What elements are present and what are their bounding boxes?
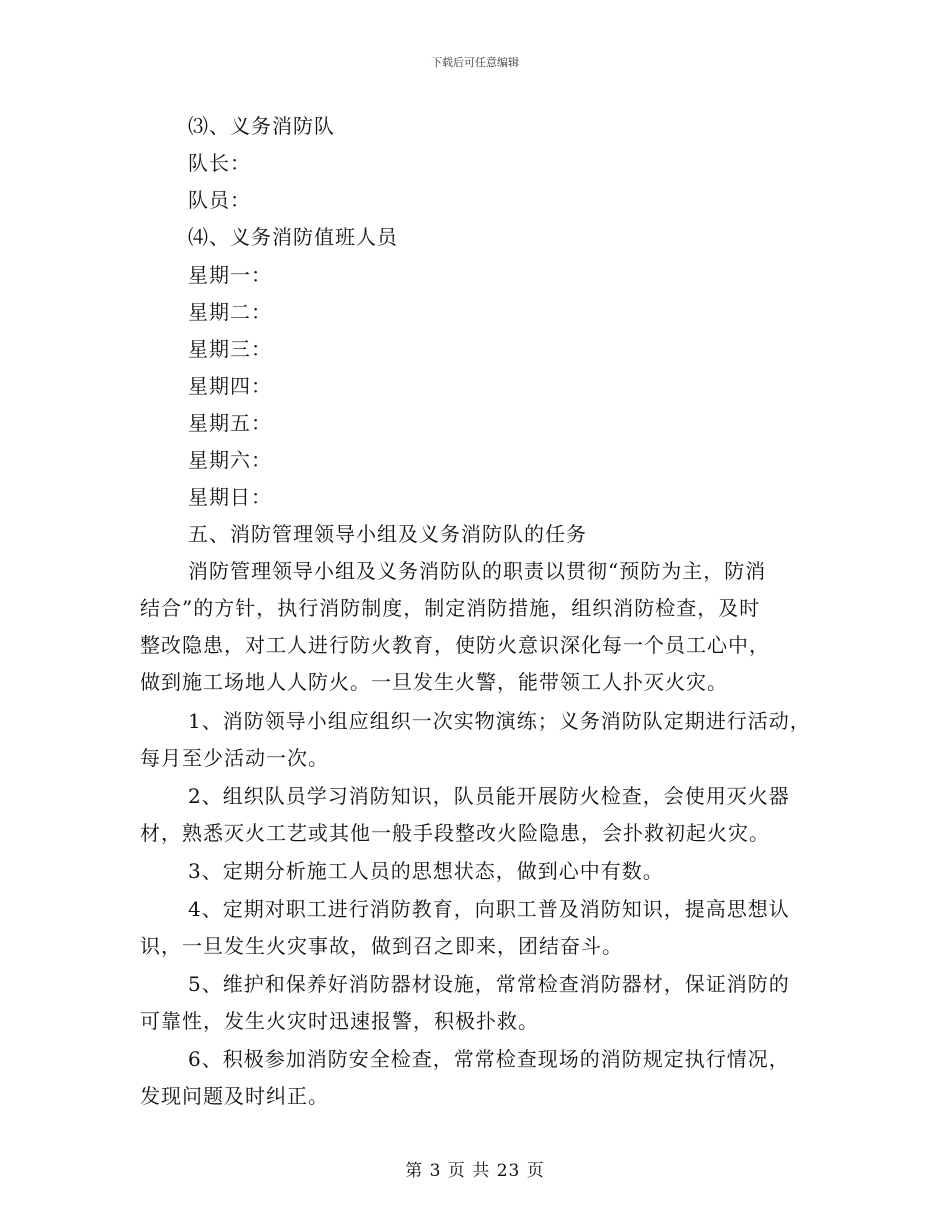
task-item-line: 每月至少活动一次。 <box>140 746 329 770</box>
section-heading: 五、消防管理领导小组及义务消防队的任务 <box>188 522 587 546</box>
day-label: 星期三： <box>188 337 272 361</box>
day-label: 星期六： <box>188 448 272 472</box>
task-item-line: 发现问题及时纠正。 <box>140 1084 329 1108</box>
team-title: ⑶、义务消防队 <box>188 114 335 138</box>
leader-label: 队长： <box>188 151 251 175</box>
task-item-line: 5、维护和保养好消防器材设施，常常检查消防器材，保证消防的 <box>188 972 790 996</box>
task-item-line: 识，一旦发生火灾事故，做到召之即来，团结奋斗。 <box>140 934 623 958</box>
member-label: 队员： <box>188 188 251 212</box>
task-item-line: 3、定期分析施工人员的思想状态，做到心中有数。 <box>188 859 664 883</box>
task-item-line: 4、定期对职工进行消防教育，向职工普及消防知识，提高思想认 <box>188 897 790 921</box>
task-item-line: 2、组织队员学习消防知识，队员能开展防火检查，会使用灭火器 <box>188 784 790 808</box>
intro-line: 结合”的方针，执行消防制度，制定消防措施，组织消防检查，及时 <box>140 596 761 620</box>
task-item-line: 1、消防领导小组应组织一次实物演练；义务消防队定期进行活动， <box>188 709 811 733</box>
intro-line: 整改隐患，对工人进行防火教育，使防火意识深化每一个员工心中， <box>140 633 770 657</box>
page-header-note: 下载后可任意编辑 <box>431 56 519 69</box>
task-item-line: 可靠性，发生火灾时迅速报警，积极扑救。 <box>140 1009 539 1033</box>
task-item-line: 6、积极参加消防安全检查，常常检查现场的消防规定执行情况， <box>188 1047 790 1071</box>
task-item-line: 材，熟悉灭火工艺或其他一般手段整改火险隐患，会扑救初起火灾。 <box>140 821 770 845</box>
day-label: 星期日： <box>188 485 272 509</box>
day-label: 星期二： <box>188 300 272 324</box>
day-label: 星期一： <box>188 263 272 287</box>
day-label: 星期五： <box>188 411 272 435</box>
intro-line: 消防管理领导小组及义务消防队的职责以贯彻“预防为主，防消 <box>188 559 767 583</box>
duty-title: ⑷、义务消防值班人员 <box>188 225 398 249</box>
intro-line: 做到施工场地人人防火。一旦发生火警，能带领工人扑灭火灾。 <box>140 670 728 694</box>
day-label: 星期四： <box>188 374 272 398</box>
page-number: 第 3 页 共 23 页 <box>405 1161 545 1181</box>
